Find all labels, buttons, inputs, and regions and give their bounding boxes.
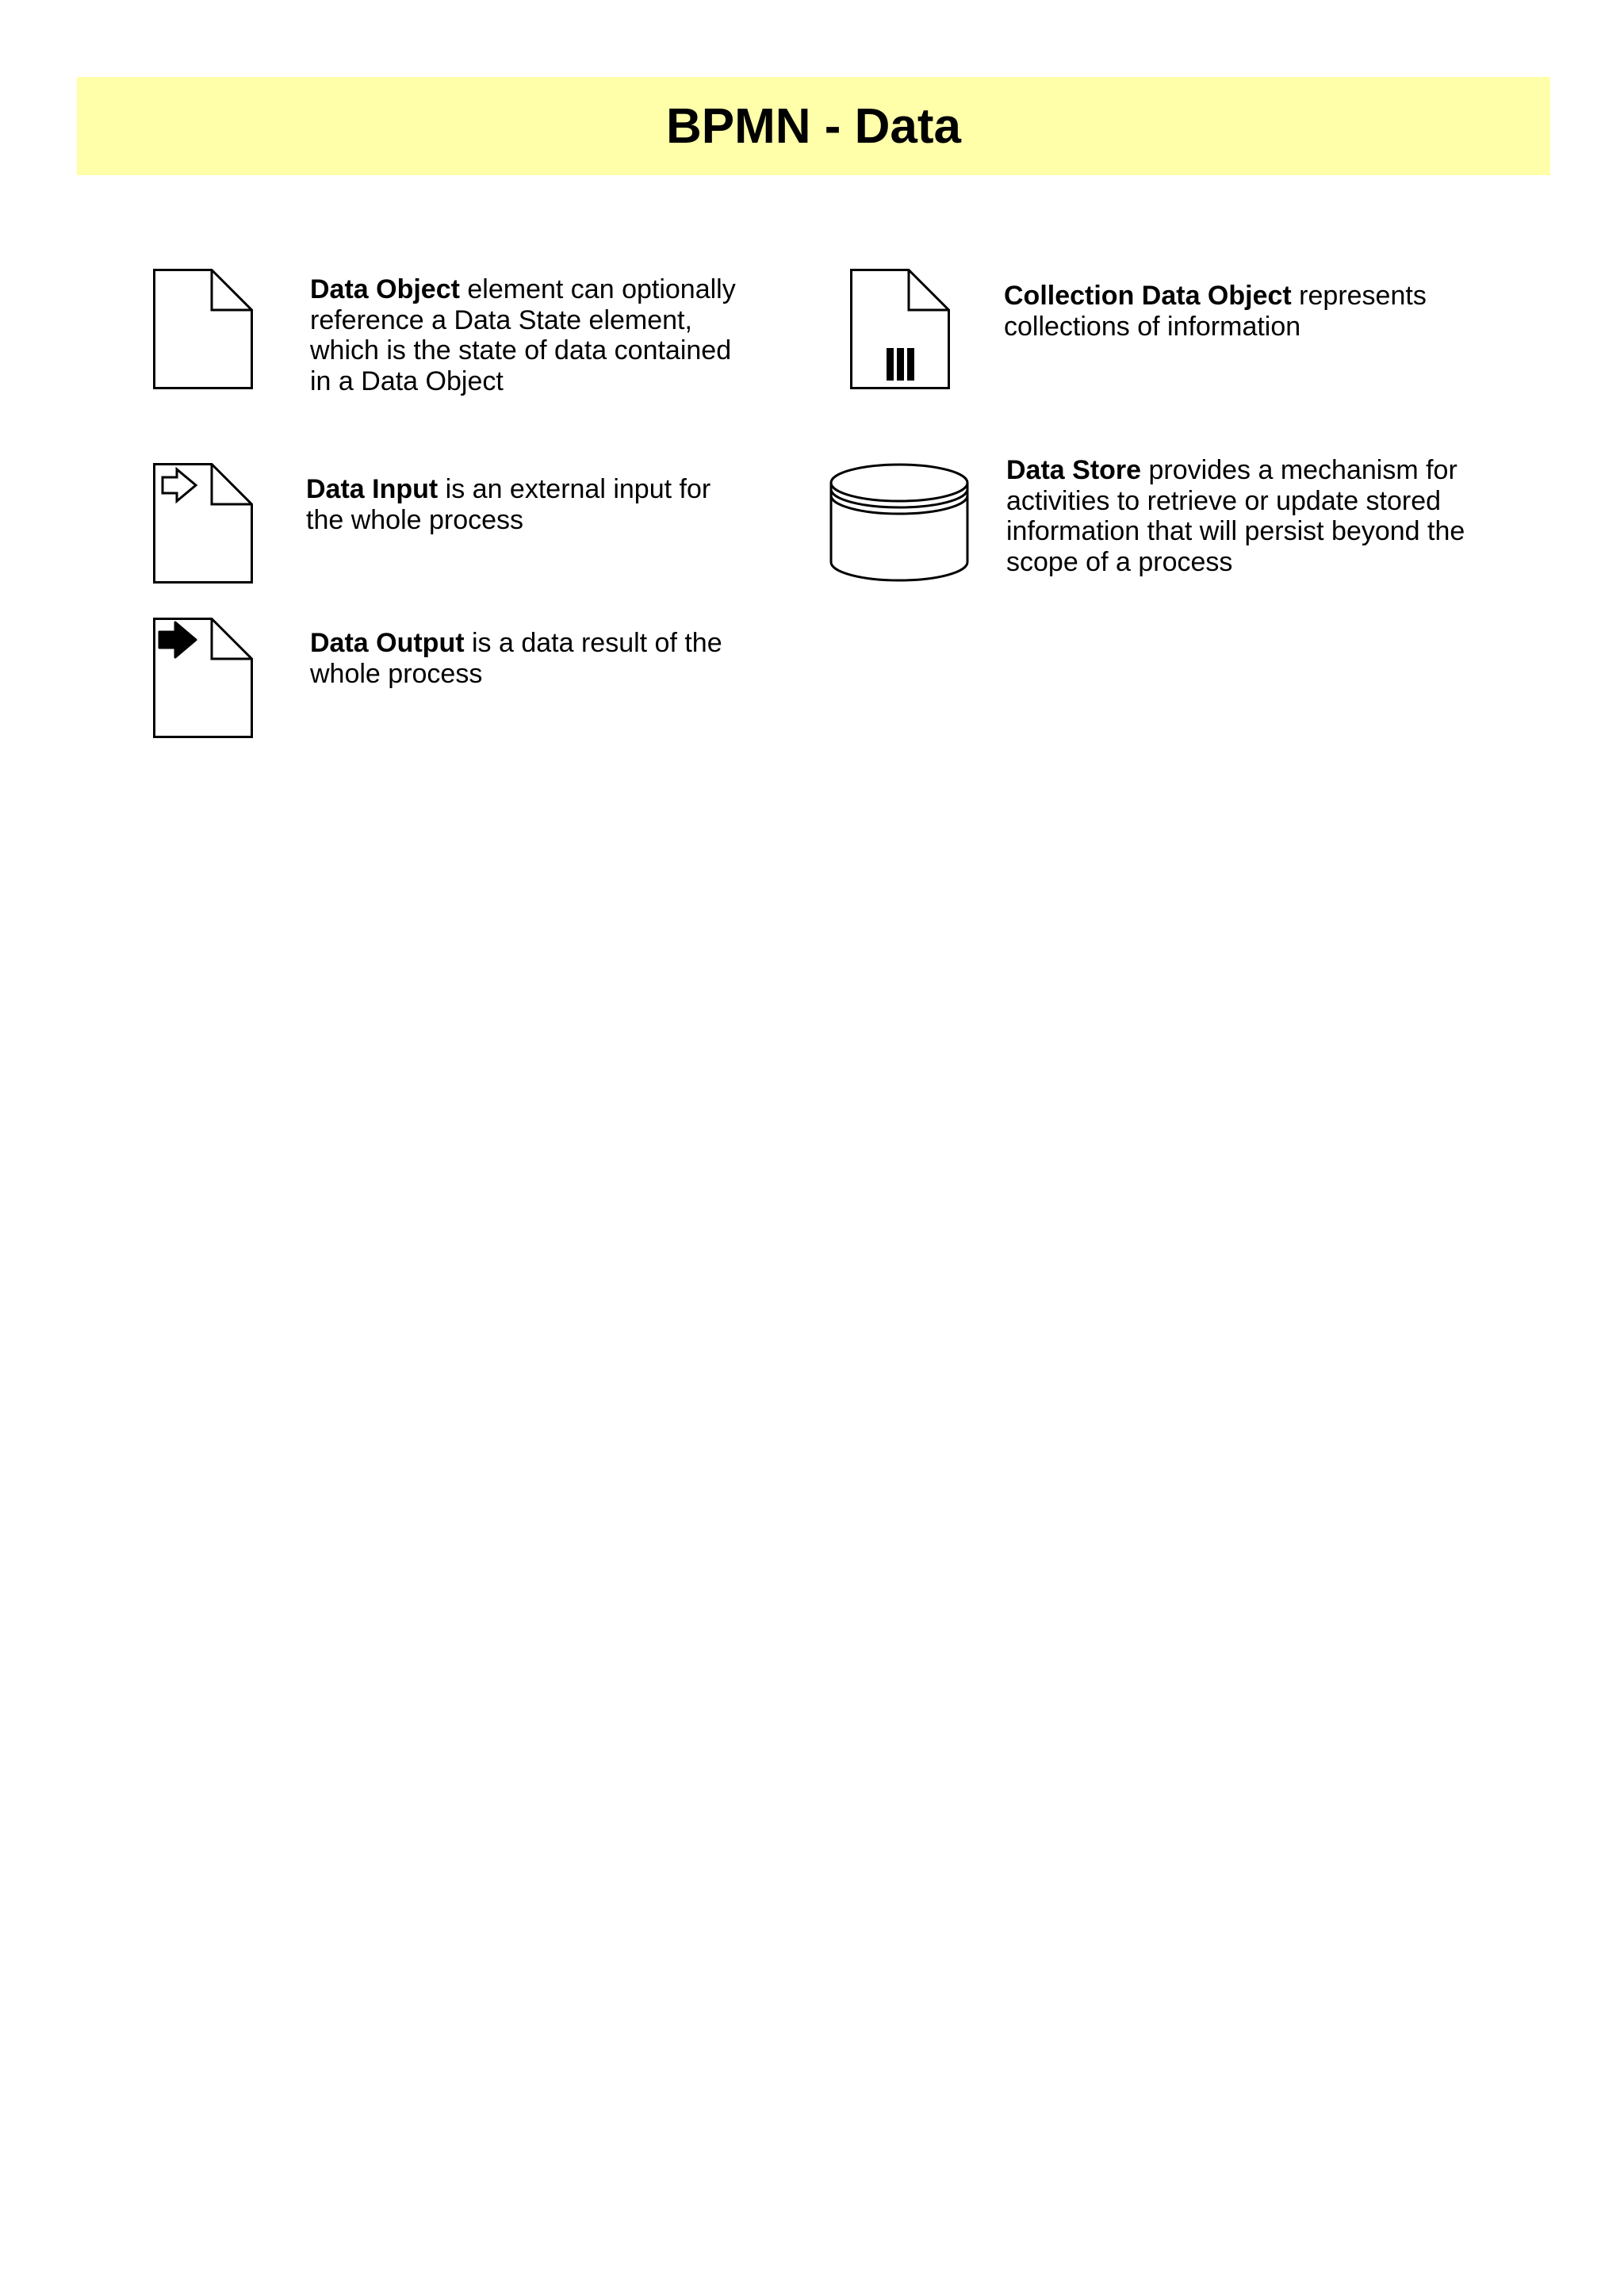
data-store-text: provides a mechanism for activities to retrieve or update stored information that will persist beyond the scope of a process	[1006, 455, 1465, 577]
data-object-text: element can optionally reference a Data State element, which is the state of data contained in a Data Object	[310, 274, 736, 396]
data-input-description	[306, 474, 750, 535]
data-output-icon	[153, 618, 253, 738]
data-input-term: Data Input	[306, 474, 439, 504]
collection-data-object-description	[1004, 281, 1448, 342]
data-store-icon	[829, 463, 969, 584]
title-banner	[77, 77, 1550, 175]
collection-data-object-term: Collection Data Object	[1004, 281, 1292, 311]
data-store-term: Data Store	[1006, 455, 1142, 485]
data-output-text: is a data result of the whole process	[310, 628, 722, 689]
data-input-icon	[153, 463, 253, 584]
collection-data-object-icon	[850, 269, 950, 389]
data-object-term: Data Object	[310, 274, 460, 304]
page-title: BPMN - Data	[665, 98, 962, 154]
collection-data-object-text: represents collections of information	[1004, 281, 1427, 342]
data-object-icon	[153, 269, 253, 389]
data-object-description	[310, 274, 754, 396]
data-store-description	[1006, 455, 1482, 577]
data-output-term: Data Output	[310, 628, 465, 658]
data-input-text: is an external input for the whole process	[306, 474, 711, 535]
data-output-description	[310, 628, 754, 689]
